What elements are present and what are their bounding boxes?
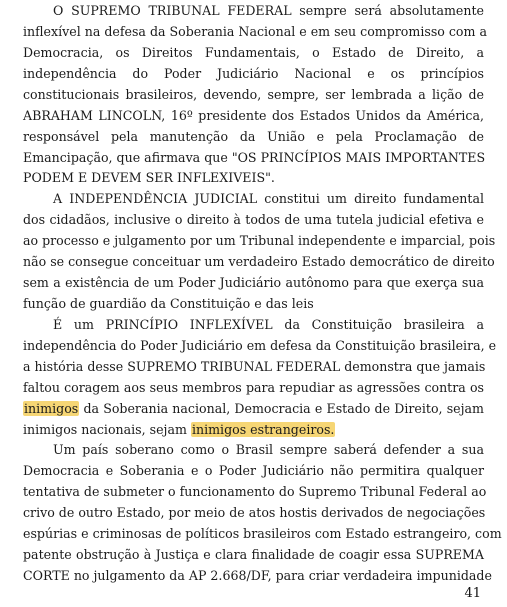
highlighted-text: inimigos estrangeiros.: [191, 421, 335, 437]
paragraph-2-line-5: sem a existência de um Poder Judiciário autônomo para que exerça sua: [23, 275, 484, 290]
paragraph-1-line-9: PODEM E DEVEM SER INFLEXIVEIS".: [23, 170, 275, 186]
paragraph-4-line-7: CORTE no julgamento da AP 2.668/DF, para criar verdadeira impunidade: [23, 568, 492, 583]
paragraph-2-line-1: A INDEPENDÊNCIA JUDICIAL constitui um direito fundamental: [53, 191, 484, 207]
paragraph-2-line-3: ao processo e julgamento por um Tribunal independente e imparcial, pois: [23, 233, 496, 249]
paragraph-1-line-1: O SUPREMO TRIBUNAL FEDERAL sempre será absolutamente: [53, 3, 484, 18]
line-text: da Soberania nacional, Democracia e Estado de Direito, sejam: [83, 400, 484, 416]
paragraph-3-line-2: independência do Poder Judiciário em defesa da Constituição brasileira, e: [23, 337, 497, 353]
paragraph-3-line-5: [23, 399, 484, 419]
paragraph-3-line-4: faltou coragem aos seus membros para repudiar as agressões contra os: [23, 379, 484, 395]
paragraph-4-line-6: patente obstrução à Justiça e clara finalidade de coagir essa SUPREMA: [23, 547, 484, 563]
paragraph-4-line-4: crivo de outro Estado, por meio de atos hostis derivados de negociações: [23, 505, 486, 521]
paragraph-1-line-7: responsável pela manutenção da União e pela Proclamação de: [23, 128, 484, 144]
paragraph-4-line-2: Democracia e Soberania e o Poder Judiciário não permitira qualquer: [23, 463, 484, 479]
highlighted-text: inimigos: [24, 400, 79, 416]
paragraph-1-line-6: ABRAHAM LINCOLN, 16º presidente dos Estados Unidos da América,: [23, 107, 484, 123]
line-text: inimigos nacionais, sejam: [23, 421, 187, 437]
paragraph-3-line-6: [23, 420, 484, 440]
paragraph-1-line-8: Emancipação, que afirmava que "OS PRINCÍPIOS MAIS IMPORTANTES: [23, 149, 486, 165]
paragraph-2-line-6: função de guardião da Constituição e das leis: [23, 296, 314, 311]
paragraph-1-line-2: inflexível na defesa da Soberania Nacional e em seu compromisso com a: [23, 23, 487, 39]
paragraph-3-line-1: É um PRINCÍPIO INFLEXÍVEL da Constituição brasileira a: [53, 316, 484, 332]
paragraph-2-line-2: dos cidadãos, inclusive o direito à todos de uma tutela judicial efetiva e: [23, 212, 484, 228]
paragraph-2-line-4: não se consegue conceituar um verdadeiro Estado democrático de direito: [23, 254, 495, 270]
paragraph-1-line-5: constitucionais brasileiros, devendo, sempre, ser lembrada a lição de: [23, 86, 484, 102]
paragraph-1-line-3: Democracia, os Direitos Fundamentais, o Estado de Direito, a: [23, 44, 484, 60]
paragraph-4-line-5: espúrias e criminosas de políticos brasileiros com Estado estrangeiro, com: [23, 526, 502, 542]
paragraph-1-line-4: independência do Poder Judiciário Nacional e os princípios: [23, 65, 484, 81]
paragraph-4-line-3: tentativa de submeter o funcionamento do Supremo Tribunal Federal ao: [23, 484, 487, 500]
paragraph-3-line-3: a história desse SUPREMO TRIBUNAL FEDERAL demonstra que jamais: [23, 358, 486, 374]
paragraph-4-line-1: Um país soberano como o Brasil sempre saberá defender a sua: [53, 442, 484, 458]
page-number: 41: [464, 586, 481, 601]
